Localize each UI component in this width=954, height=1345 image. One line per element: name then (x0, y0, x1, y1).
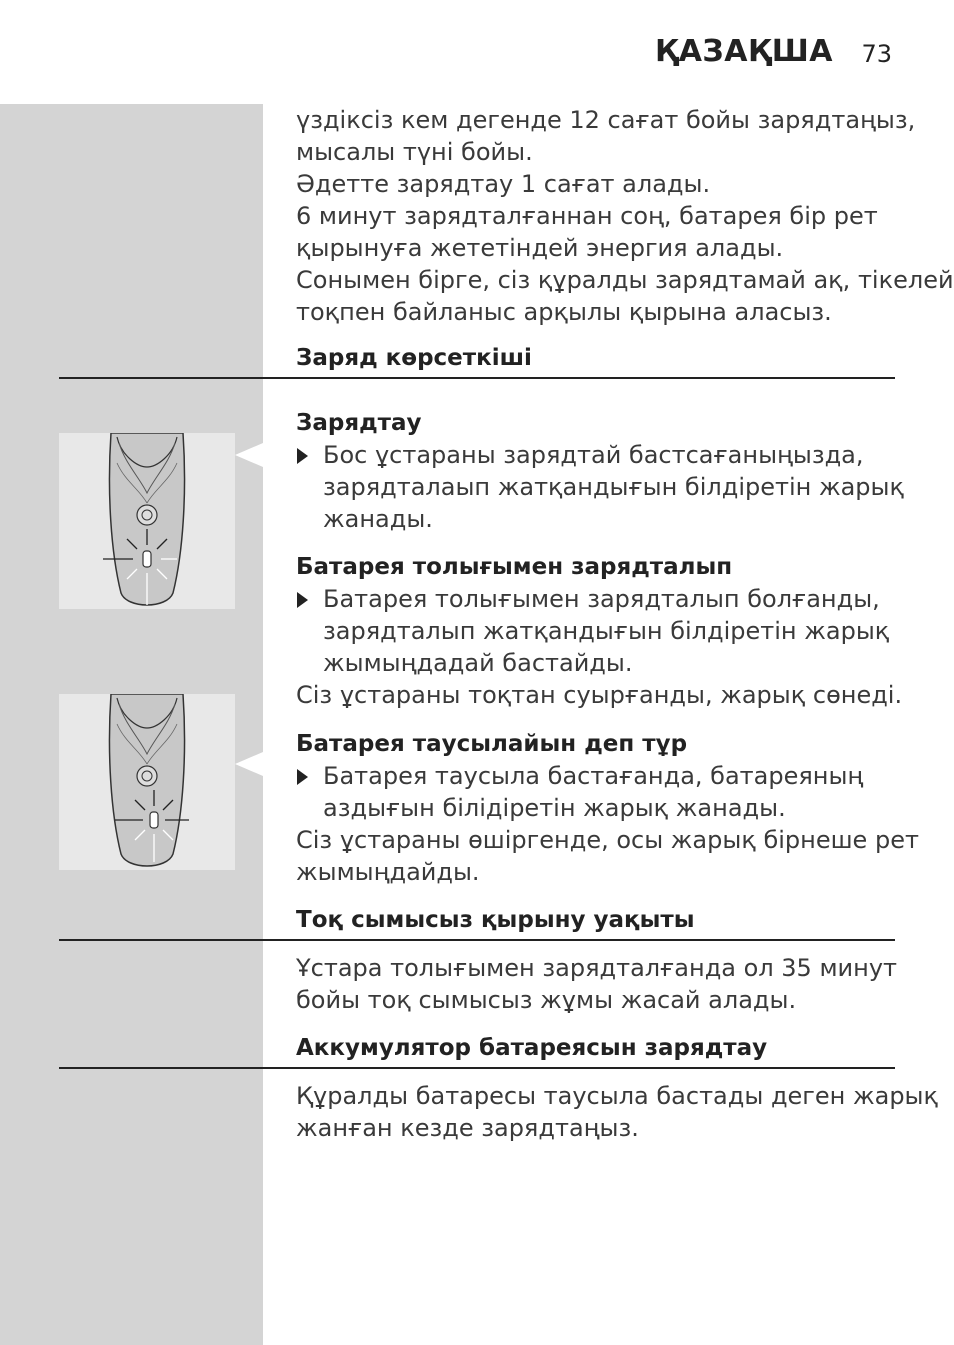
section-heading-recharging: Аккумулятор батареясын зарядтау (296, 1035, 768, 1061)
note-text: жымыңдайды. (296, 858, 480, 886)
subheading-fully-charged: Батарея толығымен зарядталып (296, 554, 733, 580)
bullet-triangle-icon (297, 592, 308, 608)
text-line: жанады. (323, 505, 433, 533)
note-text: Сіз ұстараны тоқтан суырғанды, жарық сөнеді. (296, 681, 903, 709)
text-line: Әдетте зарядтау 1 сағат алады. (296, 170, 711, 198)
text-line: мысалы түні бойы. (296, 138, 533, 166)
section-heading-charge-indicator: Заряд көрсеткіші (296, 345, 532, 371)
section-divider (59, 939, 895, 941)
text-line: Батарея таусыла бастағанда, батареяның (323, 762, 864, 790)
text-line: жымыңдадай бастайды. (323, 649, 633, 677)
callout-pointer (235, 443, 263, 467)
text-line: Құралды батаресы таусыла бастады деген жарық (296, 1082, 938, 1110)
text-line: үздіксіз кем дегенде 12 сағат бойы зарядтаңыз, (296, 106, 916, 134)
intro-text (296, 104, 954, 328)
text-line: аздығын білідіретін жарық жанады. (323, 794, 786, 822)
text-line: жанған кезде зарядтаңыз. (296, 1114, 639, 1142)
text-line: қырынуға жететіндей энергия алады. (296, 234, 784, 262)
text-line: бойы тоқ сымысыз жұмы жасай алады. (296, 986, 797, 1014)
bullet-triangle-icon (297, 769, 308, 785)
page-language-title: ҚАЗАҚША (654, 34, 833, 69)
section-divider (59, 377, 895, 379)
bullet-triangle-icon (297, 448, 308, 464)
bullet-item (296, 760, 896, 824)
callout-pointer (235, 752, 263, 776)
shaver-low-battery-illustration (59, 694, 235, 870)
shaver-charging-illustration (59, 433, 235, 609)
shaver-charging-light-icon (59, 433, 235, 609)
section-heading-cordless-time: Тоқ сымысыз қырыну уақыты (296, 907, 695, 933)
bullet-item (296, 439, 904, 535)
section-divider (59, 1067, 895, 1069)
text-line: Батарея толығымен зарядталып болғанды, (323, 585, 880, 613)
text-line: тоқпен байланыс арқылы қырына аласыз. (296, 298, 832, 326)
text-line: Сонымен бірге, сіз құралды зарядтамай ақ, тікелей (296, 266, 954, 294)
subheading-battery-low: Батарея таусылайын деп тұр (296, 731, 688, 757)
shaver-low-battery-light-icon (59, 694, 235, 870)
text-line: 6 минут зарядталғаннан соң, батарея бір рет (296, 202, 878, 230)
text-line: зарядталаып жатқандығын білдіретін жарық (323, 473, 904, 501)
page-number: 73 (861, 40, 892, 68)
subheading-charging: Зарядтау (296, 410, 422, 436)
note-text: Сіз ұстараны өшіргенде, осы жарық бірнеше рет (296, 826, 919, 854)
bullet-item (296, 583, 896, 679)
text-line: Бос ұстараны зарядтай бастсағаныңызда, (323, 441, 864, 469)
text-line: зарядталып жатқандығын білдіретін жарық (323, 617, 890, 645)
text-line: Ұстара толығымен зарядталғанда ол 35 минут (296, 954, 898, 982)
